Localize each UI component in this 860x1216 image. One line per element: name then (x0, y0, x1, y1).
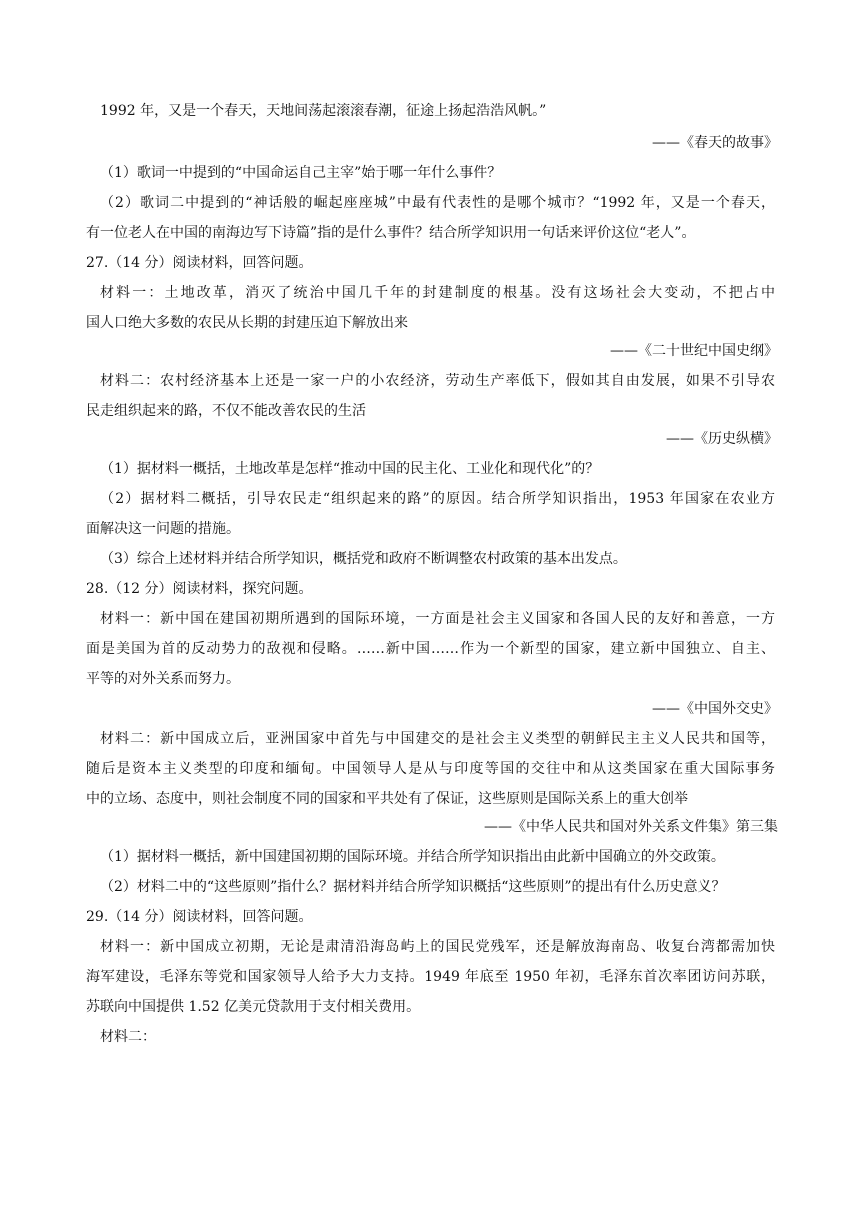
question-text: （1）据材料一概括，新中国建国初期的国际环境。并结合所学知识指出由此新中国确立的外交政策。 (100, 849, 725, 865)
material-text: 海军建设，毛泽东等党和国家领导人给予大力支持。1949 年底至 1950 年初，毛泽东首次率团访问苏联， (86, 969, 775, 985)
material-text: 中的立场、态度中，则社会制度不同的国家和平共处有了保证，这些原则是国际关系上的重大创举 (86, 791, 688, 807)
question-heading: 29.（14 分）阅读材料，回答问题。 (86, 909, 313, 925)
material-text: 国人口绝大多数的农民从长期的封建压迫下解放出来 (86, 315, 408, 331)
material-text: 平等的对外关系而努力。 (86, 671, 240, 687)
material-text: 材料一：新中国在建国初期所遇到的国际环境，一方面是社会主义国家和各国人民的友好和善意，一方 (100, 611, 775, 627)
material-text: 材料二：农村经济基本上还是一家一户的小农经济，劳动生产率低下，假如其自由发展，如果不引导农 (100, 373, 775, 389)
material-text: 材料一：新中国成立初期，无论是肃清沿海岛屿上的国民党残军，还是解放海南岛、收复台湾都需加快 (100, 939, 775, 955)
source-citation: ——《中华人民共和国对外关系文件集》第三集 (484, 819, 778, 835)
material-text: 面是美国为首的反动势力的敌视和侵略。……新中国……作为一个新型的国家，建立新中国独立、自主、 (86, 641, 775, 657)
source-citation: ——《春天的故事》 (652, 135, 778, 151)
material-text: 苏联向中国提供 1.52 亿美元贷款用于支付相关费用。 (86, 999, 421, 1015)
material-text: 材料二：新中国成立后，亚洲国家中首先与中国建交的是社会主义类型的朝鲜民主主义人民共和国等， (100, 731, 775, 747)
question-text: （3）综合上述材料并结合所学知识，概括党和政府不断调整农村政策的基本出发点。 (100, 551, 627, 567)
material-text: 随后是资本主义类型的印度和缅甸。中国领导人是从与印度等国的交往中和从这类国家在重大国际事务 (86, 761, 775, 777)
question-text: （1）歌词一中提到的“中国命运自己主宰”始于哪一年什么事件？ (100, 165, 502, 181)
question-heading: 27.（14 分）阅读材料，回答问题。 (86, 255, 313, 271)
text-line: 1992 年，又是一个春天，天地间荡起滚滚春潮，征途上扬起浩浩风帆。” (100, 103, 547, 119)
source-citation: ——《二十世纪中国史纲》 (610, 343, 778, 359)
source-citation: ——《历史纵横》 (666, 431, 778, 447)
material-text: 材料二： (100, 1029, 156, 1045)
source-citation: ——《中国外交史》 (652, 701, 778, 717)
question-text: （1）据材料一概括，土地改革是怎样“推动中国的民主化、工业化和现代化”的？ (100, 461, 600, 477)
question-text: （2）据材料二概括，引导农民走“组织起来的路”的原因。结合所学知识指出，1953 年国家在农业方 (100, 491, 775, 507)
material-text: 材料一：土地改革，消灭了统治中国几千年的封建制度的根基。没有这场社会大变动，不把占中 (100, 285, 775, 301)
question-text: （2）材料二中的“这些原则”指什么？据材料并结合所学知识概括“这些原则”的提出有什么历史意义？ (100, 879, 726, 895)
question-text: 有一位老人在中国的南海边写下诗篇”指的是什么事件？结合所学知识用一句话来评价这位“老人”。 (86, 225, 696, 241)
question-text: 面解决这一问题的措施。 (86, 521, 240, 537)
question-heading: 28.（12 分）阅读材料，探究问题。 (86, 581, 313, 597)
material-text: 民走组织起来的路，不仅不能改善农民的生活 (86, 403, 366, 419)
question-text: （2）歌词二中提到的“神话般的崛起座座城”中最有代表性的是哪个城市？“1992 年，又是一个春天， (100, 195, 775, 211)
